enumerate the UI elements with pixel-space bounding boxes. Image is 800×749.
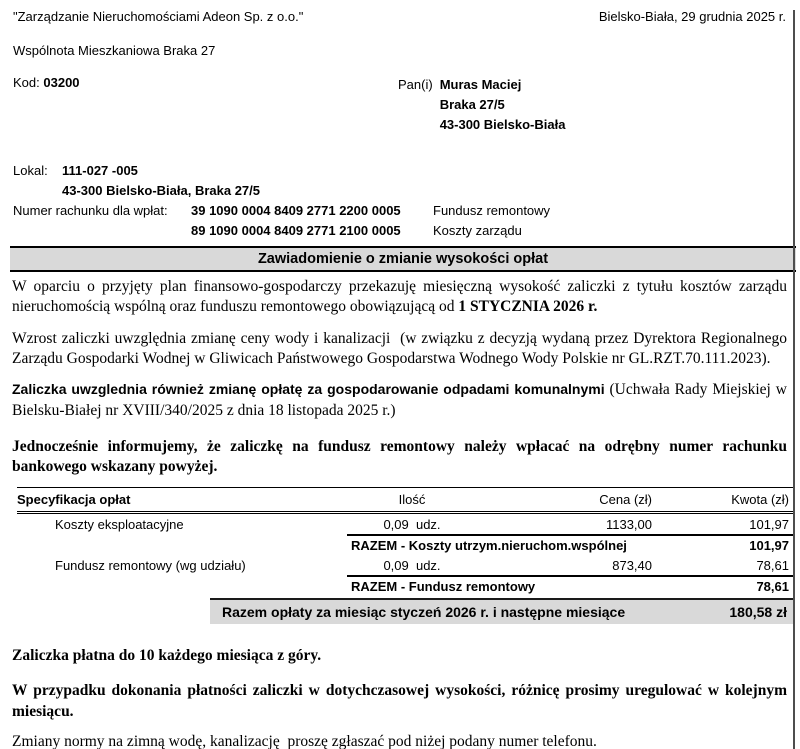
- table-row: [17, 514, 795, 534]
- row-price: 1133,00: [605, 517, 652, 532]
- accounts-grid: [13, 201, 787, 241]
- row-amount: 101,97: [749, 517, 789, 532]
- subtotal-amount: 101,97: [749, 538, 789, 553]
- paragraph-intro-text: W oparciu o przyjęty plan finansowo-gospodarczy przekazuję miesięczną wysokość zaliczki z tytułu kosztów zarządu nieruchomością wspólną oraz funduszu remontowego obowiązującą od: [12, 278, 787, 315]
- lokal-line: [13, 162, 787, 180]
- addressee-city: 43-300 Bielsko-Biała: [439, 117, 566, 132]
- row-qty: 0,09 udz.: [383, 517, 441, 532]
- row-label: Fundusz remontowy (wg udziału): [55, 558, 246, 573]
- paragraph-fund-account: Jednocześnie informujemy, że zaliczkę na fundusz remontowy należy wpłacać na odrębny numer rachunku bankowego wskazany powyżej.: [12, 438, 787, 475]
- accounts-label: Numer rachunku dla wpłat:: [13, 203, 168, 218]
- grand-total-row: [210, 598, 795, 624]
- letterhead: [0, 0, 800, 24]
- row-qty: 0,09 udz.: [383, 558, 441, 573]
- header-qty: Ilość: [398, 492, 426, 507]
- header-amount: Kwota (zł): [731, 492, 789, 507]
- footer-payment-deadline: Zaliczka płatna do 10 każdego miesiąca z góry.: [12, 647, 322, 664]
- company-name: "Zarządzanie Nieruchomościami Adeon Sp. z o.o.": [13, 9, 304, 24]
- row-price: 873,40: [612, 558, 652, 573]
- salutation: Pan(i): [398, 77, 433, 92]
- row-label: Koszty eksploatacyjne: [55, 517, 184, 532]
- paragraph-waste-ref: (Uchwała Rady Miejskiej w Bielsku-Białej nr XVIII/340/2025 z dnia 18 listopada 2025 r.): [12, 381, 787, 419]
- paragraph-water: Wzrost zaliczki uwzględnia zmianę ceny wody i kanalizacji (w związku z decyzją wydaną przez Dyrektora Regionalnego Zarządu Gospodarki Wodnej w Gliwicach Państwowego Gospodarstwa Wodnego Wody Polskie nr GL.RZT.70.111.2023).: [12, 330, 791, 367]
- subtotal-amount: 78,61: [756, 579, 789, 594]
- row-amount: 78,61: [756, 558, 789, 573]
- grand-total-amount: 180,58 zł: [729, 604, 787, 620]
- header-price: Cena (zł): [599, 492, 652, 507]
- table-row: [17, 555, 795, 575]
- grand-total-label: Razem opłaty za miesiąc styczeń 2026 r. i następne miesiące: [222, 604, 626, 620]
- addressee-block: [398, 75, 565, 135]
- account-purpose: Koszty zarządu: [433, 223, 522, 238]
- city-date: Bielsko-Biała, 29 grudnia 2025 r.: [598, 9, 786, 24]
- account-number: 39 1090 0004 8409 2771 2200 0005: [191, 203, 401, 218]
- paragraph-waste-bold: Zaliczka uwzglednia również zmianę opłatę za gospodarowanie odpadami komunalnymi: [12, 381, 605, 397]
- footer-difference-note: W przypadku dokonania płatności zaliczki w dotychczasowej wysokości, różnicę prosimy uregulować w kolejnym miesiącu.: [12, 682, 787, 720]
- paragraph-intro: [12, 277, 787, 317]
- page-edge-line: [793, 10, 795, 749]
- header-spec: Specyfikacja opłat: [17, 492, 131, 507]
- premises-section: [0, 135, 800, 241]
- lokal-address: 43-300 Bielsko-Biała, Braka 27/5: [62, 183, 261, 198]
- account-number: 89 1090 0004 8409 2771 2100 0005: [191, 223, 401, 238]
- community-name: Wspólnota Mieszkaniowa Braka 27: [13, 43, 216, 58]
- recipient-row: [0, 58, 800, 135]
- account-purpose: Fundusz remontowy: [433, 203, 551, 218]
- effective-date: 1 STYCZNIA 2026 r.: [458, 298, 598, 315]
- addressee-name: Muras Maciej: [439, 77, 522, 92]
- addressee-street: Braka 27/5: [439, 97, 505, 112]
- code-value: 03200: [43, 75, 80, 90]
- fee-table: [17, 487, 795, 624]
- subtotal-label: RAZEM - Fundusz remontowy: [351, 579, 536, 594]
- lokal-id: 111-027 -005: [62, 163, 138, 178]
- footer-contact-note: Zmiany normy na zimną wodę, kanalizację proszę zgłaszać pod niżej podany numer telefonu.: [12, 733, 597, 749]
- fee-table-header: [17, 487, 795, 514]
- code-label: Kod:: [13, 75, 40, 90]
- subtotal-row: [347, 575, 795, 596]
- subtotal-label: RAZEM - Koszty utrzym.nieruchom.wspólnej: [351, 538, 627, 553]
- paragraph-waste: [12, 379, 787, 421]
- code-block: [13, 75, 398, 135]
- lokal-label: Lokal:: [13, 163, 48, 178]
- subtotal-row: [347, 534, 795, 555]
- notice-title-banner: Zawiadomienie o zmianie wysokości opłat: [10, 246, 796, 272]
